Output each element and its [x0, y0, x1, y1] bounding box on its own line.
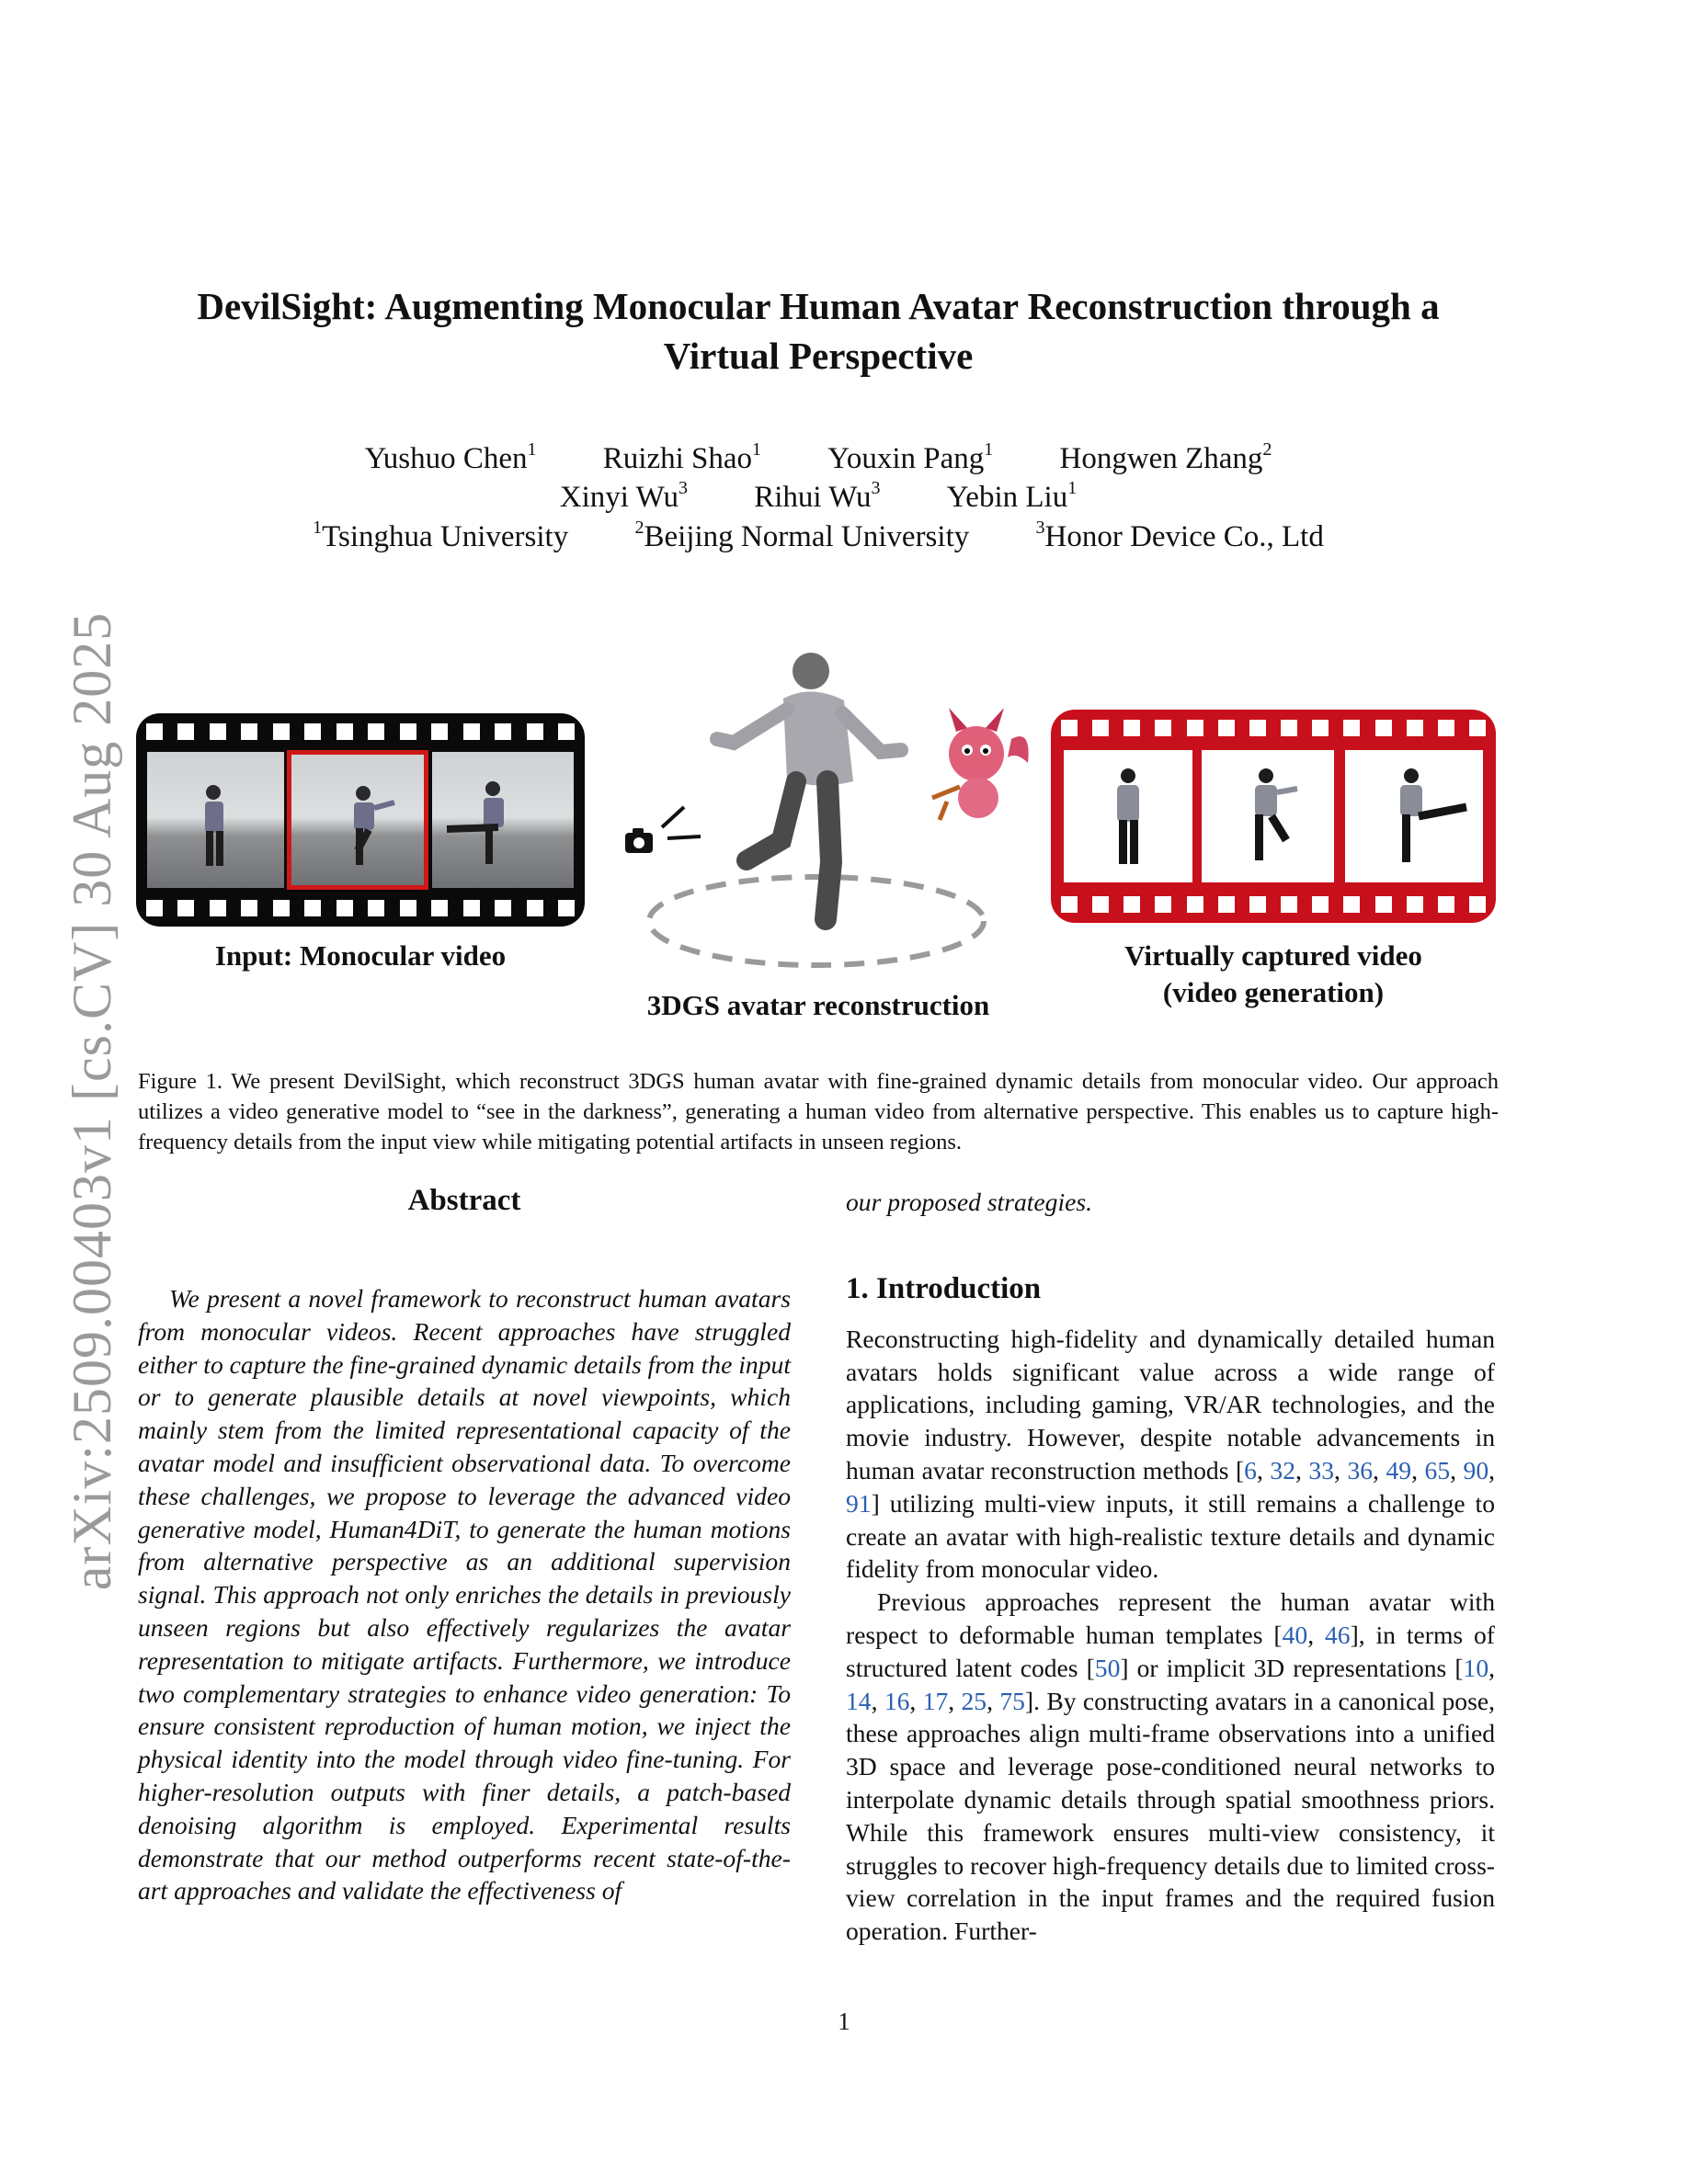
sprocket-hole [1187, 896, 1203, 913]
sprocket-hole [558, 900, 575, 916]
sprocket-hole [273, 900, 290, 916]
sprocket-hole [463, 723, 480, 740]
sprocket-hole [1281, 896, 1297, 913]
sprocket-hole [304, 900, 321, 916]
sprocket-hole [1375, 896, 1392, 913]
sprocket-hole [1155, 896, 1171, 913]
figure-caption: Figure 1. We present DevilSight, which reconstruct 3DGS human avatar with fine-grained dynamic details from monocular video. Our approach utilizes a video generative model to “see in the darkness”, generating a human video from alternative perspective. This enables us to capture high-frequency details from the input view while mitigating potential artifacts in unseen regions. [138, 1069, 1499, 1155]
person-kicking-icon [291, 755, 424, 885]
author: Yushuo Chen$^1$ [364, 439, 537, 475]
sprocket-hole [558, 723, 575, 740]
citation-link[interactable]: 91 [846, 1488, 872, 1518]
citation-link[interactable]: 33 [1308, 1455, 1335, 1484]
author: Xinyi Wu$^3$ [559, 478, 688, 514]
citation-link[interactable]: 17 [922, 1686, 949, 1715]
author: Ruizhi Shao$^1$ [602, 439, 762, 475]
sprocket-hole [368, 723, 384, 740]
sprocket-hole [527, 900, 543, 916]
citation-link[interactable]: 32 [1270, 1455, 1295, 1484]
sprocket-hole [1343, 720, 1360, 736]
teaser-figure [0, 0, 1688, 1057]
title-line-2: Virtual Perspective [663, 335, 974, 377]
sprocket-hole [241, 723, 257, 740]
sprocket-hole [146, 723, 163, 740]
sprocket-hole [177, 723, 194, 740]
sprocket-hole [1218, 720, 1235, 736]
sprocket-hole [400, 723, 416, 740]
affiliation: $^1$Tsinghua University [313, 518, 569, 553]
label-input-monocular-video: Input: Monocular video [214, 939, 507, 972]
sprocket-hole [336, 900, 353, 916]
sprocket-hole [1092, 896, 1109, 913]
citation-link[interactable]: 50 [1094, 1653, 1121, 1682]
sprocket-hole [1187, 720, 1203, 736]
sprocket-hole [527, 723, 543, 740]
citation-link[interactable]: 40 [1282, 1620, 1308, 1649]
affiliation: $^2$Beijing Normal University [634, 518, 970, 553]
label-virtually-captured-video: Virtually captured video (video generation) [1124, 939, 1422, 1008]
page-number: 1 [838, 2008, 850, 2035]
sprocket-hole [1375, 720, 1392, 736]
sprocket-hole [1407, 720, 1423, 736]
sprocket-hole [495, 723, 511, 740]
sprocket-hole [1407, 896, 1423, 913]
virtual-frame-3 [1345, 750, 1483, 882]
person-kick-high-icon [432, 752, 574, 888]
author: Rihui Wu$^3$ [754, 478, 881, 514]
sprocket-hole [241, 900, 257, 916]
sprocket-hole [1312, 720, 1329, 736]
sprocket-hole [1343, 896, 1360, 913]
sprocket-hole [210, 900, 226, 916]
person-silhouette-icon [147, 752, 284, 888]
person-silhouette-icon [1064, 750, 1192, 882]
citation-link[interactable]: 75 [999, 1686, 1025, 1715]
author: Youxin Pang$^1$ [827, 439, 994, 475]
citation-link[interactable]: 49 [1386, 1455, 1412, 1484]
sprocket-hole [400, 900, 416, 916]
sprocket-hole [304, 723, 321, 740]
sprocket-hole [273, 723, 290, 740]
virtual-filmstrip [1051, 710, 1496, 923]
citation-link[interactable]: 65 [1424, 1455, 1451, 1484]
abstract-continuation: our proposed strategies. [846, 1188, 1093, 1216]
devil-mascot-icon [932, 708, 1029, 820]
citation-link[interactable]: 46 [1324, 1620, 1351, 1649]
sprocket-hole [368, 900, 384, 916]
sprocket-hole [1312, 896, 1329, 913]
sprocket-hole [1218, 896, 1235, 913]
author: Hongwen Zhang$^2$ [1059, 439, 1272, 475]
input-frame-2-highlighted [287, 750, 428, 890]
affiliation: $^3$Honor Device Co., Ltd [1035, 518, 1324, 553]
sprocket-hole [1249, 896, 1266, 913]
sprocket-hole [431, 900, 448, 916]
sprocket-hole [1438, 720, 1454, 736]
citation-link[interactable]: 25 [961, 1686, 987, 1715]
virtual-frame-2 [1202, 750, 1334, 882]
person-kick-high-icon [1345, 750, 1483, 882]
arxiv-side-stamp: arXiv:2509.00403v1 [cs.CV] 30 Aug 2025 [62, 611, 122, 1591]
sprocket-hole [1123, 720, 1140, 736]
right-column [846, 1186, 1495, 1948]
citation-link[interactable]: 10 [1463, 1653, 1489, 1682]
citation-link[interactable]: 6 [1244, 1455, 1257, 1484]
sprocket-hole [463, 900, 480, 916]
abstract-text: We present a novel framework to reconstruct human avatars from monocular videos. Recent approaches have struggled either to capture the fine-grained dynamic details from the input or to generate plausible details at novel viewpoints, which mainly stem from the limited representational capacity of the avatar model and insufficient observational data. To overcome these challenges, we propose to leverage the advanced video generative model, Human4DiT, to generate the human motions from alternative perspective as an additional supervision signal. This approach not only enriches the details in previously unseen regions but also effectively regularizes the avatar representation to mitigate artifacts. Furthermore, we introduce two complementary strategies to enhance video generation: To ensure consistent reproduction of human motion, we inject the physical identity into the model through video fine-tuning. For higher-resolution outputs with finer details, a patch-based denoising algorithm is employed. Experimental results demonstrate that our method outperforms recent state-of-the-art approaches and validate the effectiveness of [138, 1284, 791, 1905]
virtual-frame-1 [1064, 750, 1192, 882]
citation-link[interactable]: 16 [884, 1686, 910, 1715]
sprocket-hole [1469, 720, 1486, 736]
sprocket-hole [210, 723, 226, 740]
author: Yebin Liu$^1$ [946, 478, 1078, 514]
sprocket-hole [1438, 896, 1454, 913]
sprocket-hole [1123, 896, 1140, 913]
sprocket-hole [495, 900, 511, 916]
intro-paragraph-2: Previous approaches represent the human avatar with respect to deformable human templates [40, 46], in terms of structured latent codes [50] or implicit 3D representations [10, 14, 16, 17, 25, 75]. By constructing avatars in a canonical pose, these approaches align multi-frame observations into a unified 3D space and leverage pose-conditioned neural networks to interpolate dynamic details through spatial smoothness priors. While this framework ensures multi-view consistency, it struggles to recover high-frequency details due to limited cross-view correlation in the input frames and the required fusion operation. Further- [846, 1587, 1496, 1946]
sprocket-hole [1061, 896, 1078, 913]
introduction-heading: 1. Introduction [846, 1271, 1042, 1305]
sprocket-hole [1249, 720, 1266, 736]
abstract-section [138, 1184, 791, 1907]
input-frame-3 [432, 752, 574, 888]
introduction-text [846, 1323, 1495, 1948]
input-frame-1 [147, 752, 284, 888]
sprocket-hole [1281, 720, 1297, 736]
citation-link[interactable]: 36 [1347, 1455, 1374, 1484]
citation-link[interactable]: 14 [846, 1686, 872, 1715]
camera-icon [623, 800, 715, 864]
label-3dgs-avatar-reconstruction: 3DGS avatar reconstruction [646, 989, 990, 1021]
sprocket-hole [1092, 720, 1109, 736]
sprocket-hole [336, 723, 353, 740]
sprocket-hole [1061, 720, 1078, 736]
person-kicking-icon [1202, 750, 1334, 882]
sprocket-hole [431, 723, 448, 740]
title-line-1: DevilSight: Augmenting Monocular Human Avatar Reconstruction through a [197, 285, 1440, 327]
sprocket-hole [1155, 720, 1171, 736]
sprocket-hole [177, 900, 194, 916]
abstract-heading: Abstract [407, 1184, 521, 1217]
sprocket-hole [146, 900, 163, 916]
intro-paragraph-1: Reconstructing high-fidelity and dynamically detailed human avatars holds significant value across a wide range of applications, including gaming, VR/AR technologies, and the movie industry. However, despite notable advancements in human avatar reconstruction methods [6, 32, 33, 36, 49, 65, 90, 91] utilizing multi-view inputs, it still remains a challenge to create an avatar with high-realistic texture details and dynamic fidelity from monocular video. [846, 1324, 1496, 1584]
citation-link[interactable]: 90 [1463, 1455, 1489, 1484]
input-filmstrip [136, 713, 585, 927]
sprocket-hole [1469, 896, 1486, 913]
